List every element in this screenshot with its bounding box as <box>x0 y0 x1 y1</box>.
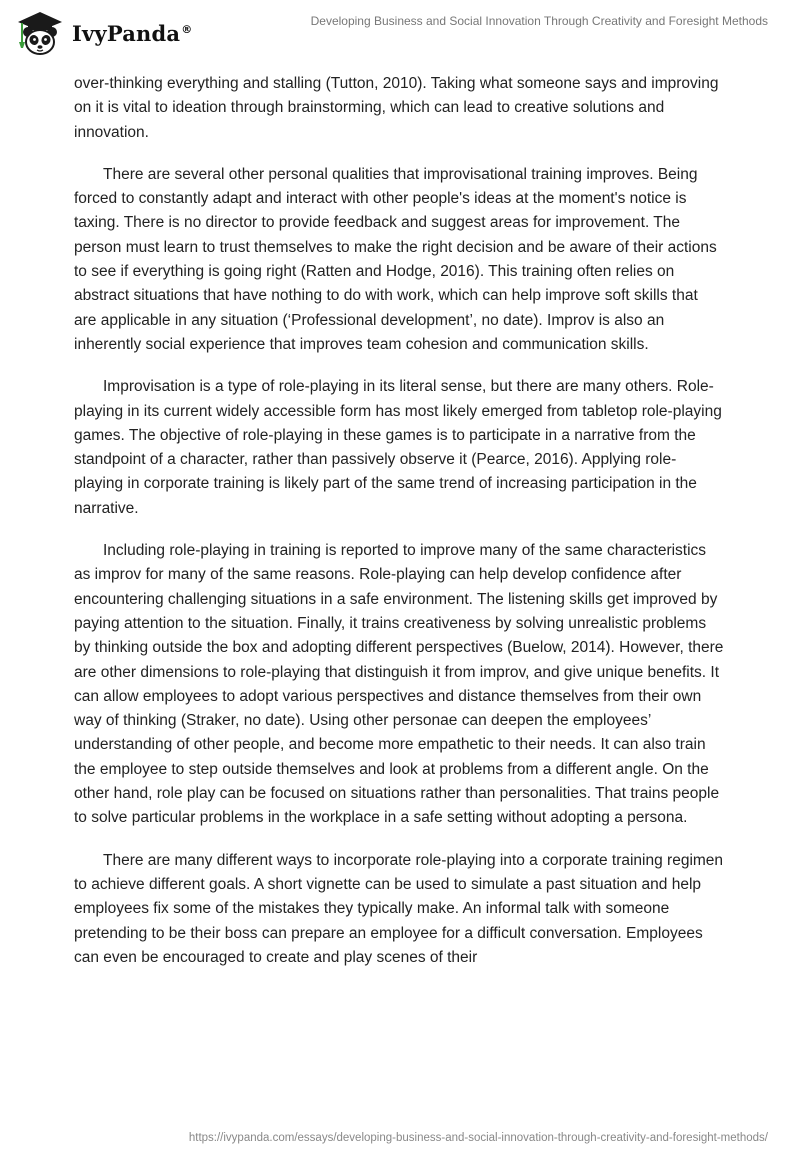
source-url[interactable]: https://ivypanda.com/essays/developing-business-and-social-innovation-through-creativity-and-foresight-methods/ <box>188 1132 768 1144</box>
ivypanda-logo[interactable] <box>14 8 192 58</box>
page-header <box>0 0 800 60</box>
paragraph: over-thinking everything and stalling (Tutton, 2010). Taking what someone says and improving on it is vital to ideation through brainstorming, which can lead to creative solutions and innovation. <box>74 75 719 141</box>
paragraph: Improvisation is a type of role-playing in its literal sense, but there are many others. Role-playing in its current widely accessible form has most likely emerged from tabletop role-playing games. The objective of role-playing in these games is to participate in a narrative from the standpoint of a character, rather than passively observe it (Pearce, 2016). Applying role-playing in corporate training is likely part of the same trend of increasing participation in the narrative. <box>74 378 722 517</box>
paragraph: There are several other personal qualities that improvisational training improves. Being forced to constantly adapt and interact with other people's ideas at the moment's notice is taxing. There is no director to provide feedback and suggest areas for improvement. The person must learn to trust themselves to make the right decision and be aware of their actions to see if everything is going right (Ratten and Hodge, 2016). This training often relies on abstract situations that have nothing to do with work, which can help improve soft skills that are applicable in any situation (‘Professional development’, no date). Improv is also an inherently social experience that improves team cohesion and communication skills. <box>74 165 717 353</box>
logo-text: IvyPanda® <box>72 20 193 46</box>
registered-mark: ® <box>181 22 193 36</box>
document-title: Developing Business and Social Innovation Through Creativity and Foresight Methods <box>310 14 768 28</box>
panda-graduation-cap-icon <box>14 8 66 58</box>
paragraph: Including role-playing in training is reported to improve many of the same characteristics as improv for many of the same reasons. Role-playing can help develop confidence after encountering challenging situations in a safe environment. The listening skills get improved by paying attention to the situation. Finally, it trains creativeness by solving unrealistic problems by thinking outside the box and adopting different perspectives (Buelow, 2014). However, there are other dimensions to role-playing that distinguish it from improv, and give unique benefits. It can allow employees to adopt various perspectives and distance themselves from their own way of thinking (Straker, no date). Using other personae can deepen the employees’ understanding of other people, and become more empathetic to their needs. It can also train the employee to step outside themselves and look at problems from a different angle. On the other hand, role play can be focused on situations rather than personalities. That trains people to solve particular problems in the workplace in a safe setting without adopting a persona. <box>74 542 724 827</box>
paragraph: There are many different ways to incorporate role-playing into a corporate training regimen to achieve different goals. A short vignette can be used to simulate a past situation and help employees fix some of the mistakes they typically make. An informal talk with someone pretending to be their boss can prepare an employee for a difficult conversation. Employees can even be encouraged to create and play scenes of their <box>74 851 724 966</box>
essay-body <box>74 72 724 988</box>
